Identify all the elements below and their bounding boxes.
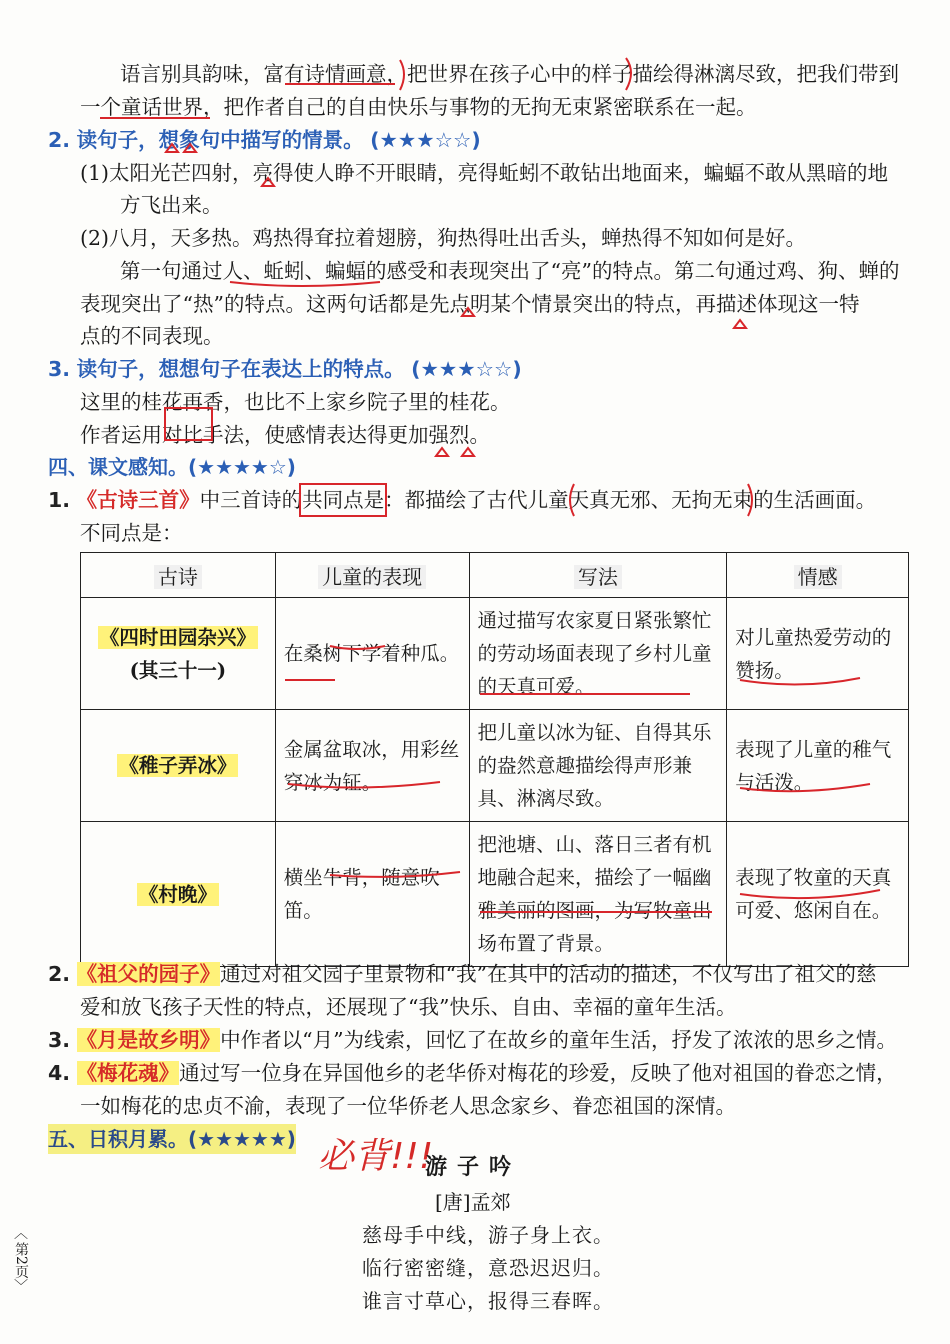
item3-number: 3. [48, 1028, 71, 1052]
table-row [81, 598, 909, 710]
table-header: 儿童的表现 [275, 553, 469, 598]
item4-number: 4. [48, 1061, 71, 1085]
item2-book: 《祖父的园子》 [76, 962, 221, 986]
page-number [8, 1226, 34, 1295]
q2-number: 2. [48, 128, 71, 152]
item1-number: 1. [48, 488, 71, 512]
item2-number: 2. [48, 962, 71, 986]
q2-stars: (★★★☆☆) [370, 128, 481, 152]
q2-title: 读句子，想象句中描写的情景。 [76, 128, 364, 152]
q3-title: 读句子，想想句子在表达上的特点。 [76, 357, 405, 381]
item2-line1 [48, 958, 878, 990]
item4-line1 [48, 1057, 897, 1089]
q3-stars: (★★★☆☆) [411, 357, 522, 381]
item1-line [48, 484, 878, 516]
item2-line2: 爱和放飞孩子天性的特点，还展现了“我”快乐、自由、幸福的童年生活。 [80, 995, 737, 1019]
item4-line2: 一如梅花的忠贞不渝，表现了一位华侨老人思念家乡、眷恋祖国的深情。 [80, 1094, 736, 1118]
page-number-open: ︿ [14, 1226, 28, 1242]
child-cell: 横坐牛背，随意吹笛。 [275, 822, 469, 967]
poem-title: 《四时田园杂兴》 [99, 625, 256, 649]
section5-heading [48, 1124, 296, 1154]
child-cell: 在桑树下学着种瓜。 [275, 598, 469, 710]
item2-text1: 通过对祖父园子里景物和“我”在其中的活动的描述，不仅写出了祖父的慈 [220, 962, 877, 986]
item1-book: 《古诗三首》 [76, 488, 200, 512]
para1-line1: 语言别具韵味，富有诗情画意，把世界在孩子心中的样子描绘得淋漓尽致，把我们带到 [120, 62, 899, 86]
table-header-row [81, 553, 909, 598]
q2-sentence2: (2)八月，天多热。鸡热得耷拉着翅膀，狗热得吐出舌头，蝉热得不知如何是好。 [80, 226, 807, 250]
poem-title: 《稚子弄冰》 [119, 754, 237, 777]
q2-sentence1a: (1)太阳光芒四射，亮得使人睁不开眼睛，亮得蚯蚓不敢钻出地面来，蝙蝠不敢从黑暗的地 [80, 161, 889, 185]
q2-answer3: 点的不同表现。 [80, 324, 224, 348]
method-cell: 把儿童以冰为钲、自得其乐的盎然意趣描绘得声形兼具、淋漓尽致。 [469, 710, 727, 822]
page-number-text: 第2页 [13, 1242, 29, 1279]
emotion-cell: 表现了儿童的稚气与活泼。 [727, 710, 909, 822]
q2-heading [48, 124, 878, 156]
emotion-cell: 表现了牧童的天真可爱、悠闲自在。 [727, 822, 909, 967]
table-header: 写法 [469, 553, 727, 598]
section4-title: 四、课文感知。 [48, 455, 188, 479]
method-cell: 通过描写农家夏日紧张繁忙的劳动场面表现了乡村儿童的天真可爱。 [469, 598, 727, 710]
q2-answer2: 表现突出了“热”的特点。这两句话都是先点明某个情景突出的特点，再描述体现这一特 [80, 292, 860, 316]
table-row [81, 822, 909, 967]
poem-line: 慈母手中线，游子身上衣。 [362, 1223, 614, 1247]
poem-title: 游子吟 [425, 1154, 522, 1180]
table-row [81, 710, 909, 822]
q2-sentence1b: 方飞出来。 [120, 193, 223, 217]
child-cell: 金属盆取冰，用彩丝穿冰为钲。 [275, 710, 469, 822]
q3-sentence: 这里的桂花再香，也比不上家乡院子里的桂花。 [80, 390, 511, 414]
section5-title: 五、日积月累。 [48, 1127, 188, 1151]
item1-text: 中三首诗的共同点是：都描绘了古代儿童天真无邪、无拘无束的生活画面。 [199, 488, 877, 512]
emotion-cell: 对儿童热爱劳动的赞扬。 [727, 598, 909, 710]
poem-cell [81, 710, 276, 822]
table-header: 古诗 [81, 553, 276, 598]
q3-heading [48, 353, 878, 385]
poem-author: [唐]孟郊 [435, 1190, 511, 1214]
poem-line: 临行密密缝，意恐迟迟归。 [362, 1256, 614, 1280]
page-number-close: ﹀ [14, 1278, 28, 1295]
poem-cell [81, 598, 276, 710]
item3-text: 中作者以“月”为线索，回忆了在故乡的童年生活，抒发了浓浓的思乡之情。 [220, 1028, 898, 1052]
q3-number: 3. [48, 357, 71, 381]
poem-cell [81, 822, 276, 967]
item1-diff-label: 不同点是： [80, 521, 183, 545]
item3-line [48, 1024, 898, 1056]
para1-line2: 一个童话世界，把作者自己的自由快乐与事物的无拘无束紧密联系在一起。 [80, 95, 757, 119]
section4-stars: (★★★★☆) [188, 455, 296, 479]
comparison-table [80, 552, 909, 967]
section5-stars: (★★★★★) [188, 1127, 296, 1151]
poem-title: 《村晚》 [138, 882, 217, 906]
item4-book: 《梅花魂》 [76, 1061, 180, 1085]
section4-heading [48, 452, 296, 482]
handwritten-note: 必背!!! [318, 1136, 434, 1177]
q3-answer: 作者运用对比手法，使感情表达得更加强烈。 [80, 423, 490, 447]
poem-line: 谁言寸草心，报得三春晖。 [362, 1289, 614, 1313]
poem-subtitle: (其三十一) [129, 658, 227, 682]
method-cell: 把池塘、山、落日三者有机地融合起来，描绘了一幅幽雅美丽的图画，为写牧童出场布置了背景。 [469, 822, 727, 967]
item4-text1: 通过写一位身在异国他乡的老华侨对梅花的珍爱，反映了他对祖国的眷恋之情， [179, 1061, 897, 1085]
table-header: 情感 [727, 553, 909, 598]
item3-book: 《月是故乡明》 [76, 1028, 221, 1052]
q2-answer1: 第一句通过人、蚯蚓、蝙蝠的感受和表现突出了“亮”的特点。第二句通过鸡、狗、蝉的 [120, 259, 900, 283]
